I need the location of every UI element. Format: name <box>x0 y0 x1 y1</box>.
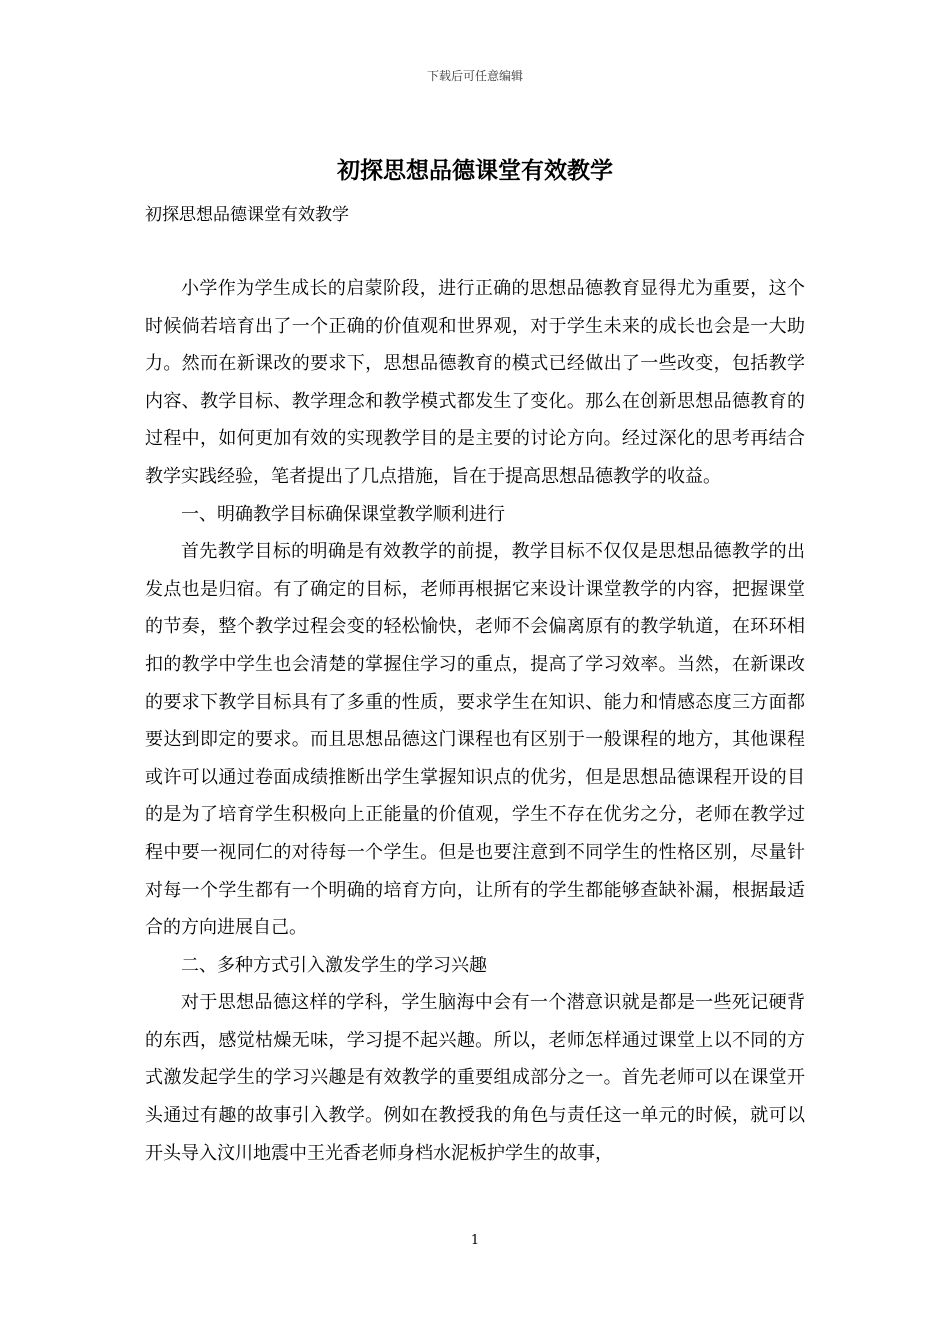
section-heading-1: 一、明确教学目标确保课堂教学顺利进行 <box>181 503 505 525</box>
document-body <box>145 270 805 1172</box>
page-header: 下载后可任意编辑 <box>426 69 523 83</box>
paragraph-intro: 小学作为学生成长的启蒙阶段，进行正确的思想品德教育显得尤为重要，这个时候倘若培育出了一个正确的价值观和世界观，对于学生未来的成长也会是一大助力。然而在新课改的要求下，思想品德教育的模式已经做出了一些改变，包括教学内容、教学目标、教学理念和教学模式都发生了变化。那么在创新思想品德教育的过程中，如何更加有效的实现教学目的是主要的讨论方向。经过深化的思考再结合教学实践经验，笔者提出了几点措施，旨在于提高思想品德教学的收益。 <box>145 278 805 487</box>
paragraph-section-1: 首先教学目标的明确是有效教学的前提，教学目标不仅仅是思想品德教学的出发点也是归宿。有了确定的目标，老师再根据它来设计课堂教学的内容，把握课堂的节奏，整个教学过程会变的轻松愉快，老师不会偏离原有的教学轨道，在环环相扣的教学中学生也会清楚的掌握住学习的重点，提高了学习效率。当然，在新课改的要求下教学目标具有了多重的性质，要求学生在知识、能力和情感态度三方面都要达到即定的要求。而且思想品德这门课程也有区别于一般课程的地方，其他课程或许可以通过卷面成绩推断出学生掌握知识点的优劣，但是思想品德课程开设的目的是为了培育学生积极向上正能量的价值观，学生不存在优劣之分，老师在教学过程中要一视同仁的对待每一个学生。但是也要注意到不同学生的性格区别，尽量针对每一个学生都有一个明确的培育方向，让所有的学生都能够查缺补漏，根据最适合的方向进展自己。 <box>145 541 805 939</box>
section-heading-2: 二、多种方式引入激发学生的学习兴趣 <box>181 954 487 976</box>
document-subtitle: 初探思想品德课堂有效教学 <box>145 205 349 225</box>
paragraph-section-2: 对于思想品德这样的学科，学生脑海中会有一个潜意识就是都是一些死记硬背的东西，感觉枯燥无味，学习提不起兴趣。所以，老师怎样通过课堂上以不同的方式激发起学生的学习兴趣是有效教学的重要组成部分之一。首先老师可以在课堂开头通过有趣的故事引入教学。例如在教授我的角色与责任这一单元的时候，就可以开头导入汶川地震中王光香老师身档水泥板护学生的故事， <box>145 992 805 1164</box>
page-number: 1 <box>470 1233 480 1248</box>
document-title: 初探思想品德课堂有效教学 <box>337 157 613 184</box>
